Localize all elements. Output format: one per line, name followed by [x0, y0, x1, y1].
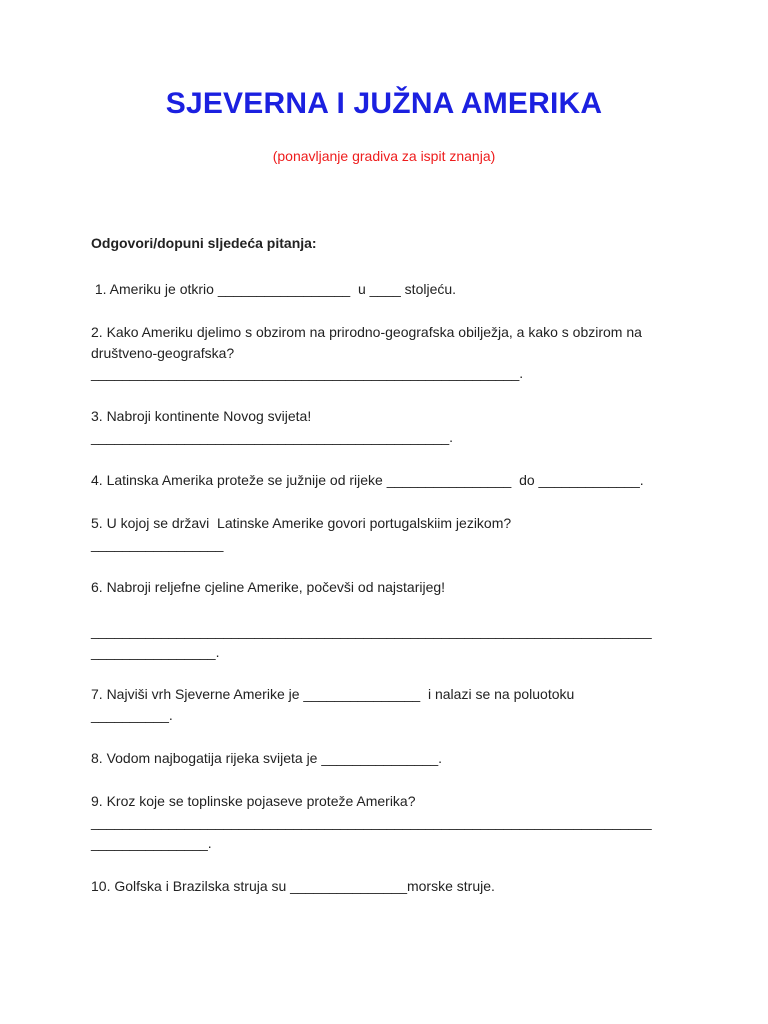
question-3-line-1: 3. Nabroji kontinente Novog svijeta!: [91, 408, 312, 424]
question-2-line-2: društveno-geografska?: [91, 345, 235, 361]
page-subtitle: (ponavljanje gradiva za ispit znanja): [272, 148, 496, 164]
question-1-line-1: 1. Ameriku je otkrio _________________ u ____ stoljeću.: [91, 281, 457, 297]
question-9-answer-line-2: _______________.: [91, 835, 212, 851]
question-8-line-1: 8. Vodom najbogatija rijeka svijeta je _______________.: [91, 750, 443, 766]
question-2-line-1: 2. Kako Ameriku djelimo s obzirom na prirodno-geografska obilježja, a kako s obzirom na: [91, 324, 642, 340]
question-4-line-1: 4. Latinska Amerika proteže se južnije od rijeke ________________ do _____________.: [91, 472, 644, 488]
question-5-line-1: 5. U kojoj se državi Latinske Amerike govori portugalskiim jezikom?: [91, 515, 512, 531]
question-9-line-1: 9. Kroz koje se toplinske pojaseve proteže Amerika?: [91, 793, 416, 809]
question-6-answer-line-2: ________________.: [91, 644, 220, 660]
question-7-line-1: 7. Najviši vrh Sjeverne Amerike je _______________ i nalazi se na poluotoku: [91, 686, 575, 702]
question-9-answer-line-1: ________________________________________________________________________: [91, 814, 652, 830]
question-2-answer-line: _______________________________________________________.: [91, 365, 524, 381]
question-6-answer-line-1: ________________________________________________________________________: [91, 623, 652, 639]
question-10-line-1: 10. Golfska i Brazilska struja su _______________morske struje.: [91, 878, 495, 894]
page-title: SJEVERNA I JUŽNA AMERIKA: [165, 87, 603, 120]
question-5-answer-line: _________________: [91, 536, 224, 552]
instructions-heading: Odgovori/dopuni sljedeća pitanja:: [91, 235, 317, 251]
question-6-line-1: 6. Nabroji reljefne cjeline Amerike, počevši od najstarijeg!: [91, 579, 446, 595]
question-3-answer-line: ______________________________________________.: [91, 429, 454, 445]
question-7-answer-line: __________.: [91, 707, 173, 723]
